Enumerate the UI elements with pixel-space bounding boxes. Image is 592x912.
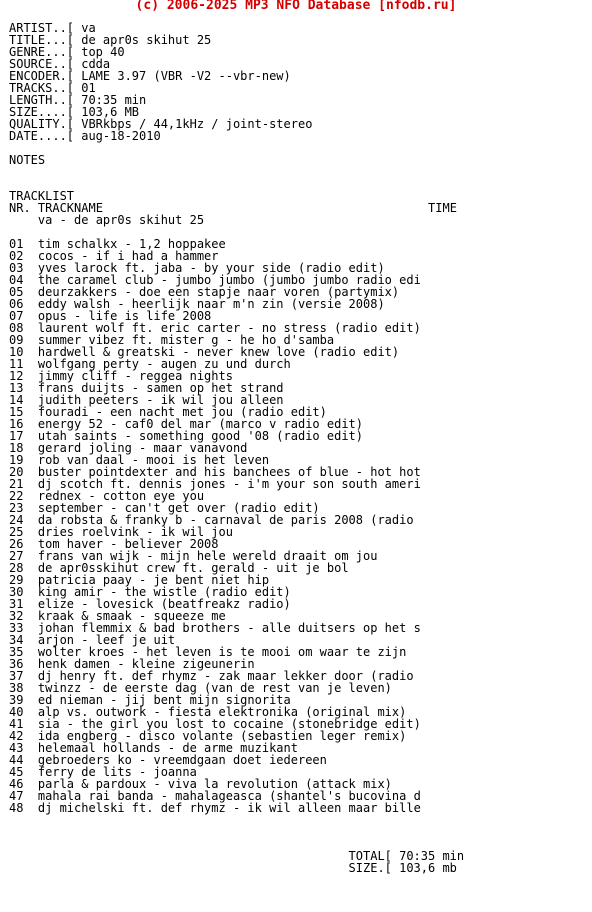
- info-row: [9, 46, 464, 58]
- track-number: 09: [9, 333, 24, 347]
- track-number: 41: [9, 717, 24, 731]
- track-name: gerard joling - maar vanavond: [37, 441, 248, 455]
- info-row: [9, 70, 464, 82]
- info-value: 103,6 MB: [81, 105, 140, 119]
- track-name: yves larock ft. jaba - by your side (radio edit): [37, 261, 385, 275]
- info-label: DATE....[: [9, 129, 75, 143]
- track-name: eddy walsh - heerlijk naar m'n zin (versie 2008): [37, 297, 385, 311]
- footer-row: [9, 862, 464, 874]
- track-number: 48: [9, 801, 24, 815]
- track-number: 43: [9, 741, 24, 755]
- track-name: parla & pardoux - viva la revolution (attack mix): [37, 777, 392, 791]
- track-name: elize - lovesick (beatfreakz radio): [37, 597, 291, 611]
- info-value: aug-18-2010: [81, 129, 161, 143]
- track-number: 29: [9, 573, 24, 587]
- info-value: 01: [81, 81, 96, 95]
- info-value: va: [81, 21, 96, 35]
- track-name: johan flemmix & bad brothers - alle duitsers op het s: [37, 621, 421, 635]
- track-name: rob van daal - mooi is het leven: [37, 453, 270, 467]
- info-row: [9, 82, 464, 94]
- info-value: 70:35 min: [81, 93, 147, 107]
- track-number: 42: [9, 729, 24, 743]
- track-number: 24: [9, 513, 24, 527]
- info-row: [9, 34, 464, 46]
- nfo-text-body: [9, 22, 464, 874]
- blank-line: [9, 814, 464, 826]
- track-name: cocos - if i had a hammer: [37, 249, 219, 263]
- track-name: sia - the girl you lost to cocaine (stonebridge edit): [37, 717, 421, 731]
- track-number: 33: [9, 621, 24, 635]
- track-number: 08: [9, 321, 24, 335]
- blank-line: [9, 838, 464, 850]
- track-number: 15: [9, 405, 24, 419]
- track-number: 38: [9, 681, 24, 695]
- track-name: twinzz - de eerste dag (van de rest van je leven): [37, 681, 392, 695]
- track-number: 32: [9, 609, 24, 623]
- track-number: 11: [9, 357, 24, 371]
- track-name: kraak & smaak - squeeze me: [37, 609, 226, 623]
- blank-line: [9, 142, 464, 154]
- track-name: september - can't get over (radio edit): [37, 501, 320, 515]
- notes-heading-text: NOTES: [9, 153, 46, 167]
- track-name: hardwell & greatski - never knew love (radio edit): [37, 345, 400, 359]
- track-number: 12: [9, 369, 24, 383]
- track-name: ed nieman - jij bent mijn signorita: [37, 693, 291, 707]
- track-name: patricia paay - je bent niet hip: [37, 573, 270, 587]
- track-number: 05: [9, 285, 24, 299]
- track-number: 40: [9, 705, 24, 719]
- track-name: ferry de lits - joanna: [37, 765, 197, 779]
- track-name: de apr0sskihut crew ft. gerald - uit je bol: [37, 561, 349, 575]
- track-name: energy 52 - caf0 del mar (marco v radio edit): [37, 417, 363, 431]
- track-number: 19: [9, 453, 24, 467]
- track-name: ida engberg - disco volante (sebastien leger remix): [37, 729, 407, 743]
- info-label: SIZE....[: [9, 105, 75, 119]
- info-row: [9, 118, 464, 130]
- blank-line: [9, 826, 464, 838]
- track-number: 44: [9, 753, 24, 767]
- track-name: buster pointdexter and his banchees of blue - hot hot: [37, 465, 421, 479]
- info-row: [9, 130, 464, 142]
- info-label: SOURCE..[: [9, 57, 75, 71]
- track-name: dj henry ft. def rhymz - zak maar lekker door (radio: [37, 669, 414, 683]
- info-label: ARTIST..[: [9, 21, 75, 35]
- track-number: 02: [9, 249, 24, 263]
- info-value: top 40: [81, 45, 125, 59]
- blank-line: [9, 178, 464, 190]
- track-name: helemaal hollands - de arme muzikant: [37, 741, 298, 755]
- footer-label: SIZE.[: [348, 861, 392, 875]
- info-label: TRACKS..[: [9, 81, 75, 95]
- track-name: wolter kroes - het leven is te mooi om waar te zijn: [37, 645, 407, 659]
- info-label: TITLE...[: [9, 33, 75, 47]
- info-row: [9, 22, 464, 34]
- footer-value: 103,6 mb: [399, 861, 457, 875]
- track-number: 07: [9, 309, 24, 323]
- track-number: 47: [9, 789, 24, 803]
- track-number: 21: [9, 477, 24, 491]
- info-value: de apr0s skihut 25: [81, 33, 212, 47]
- track-name: arjon - leef je uit: [37, 633, 176, 647]
- track-name: henk damen - kleine zigeunerin: [37, 657, 255, 671]
- track-name: summer vibez ft. mister g - he ho d'samba: [37, 333, 335, 347]
- track-number: 10: [9, 345, 24, 359]
- notes-heading: [9, 154, 464, 166]
- track-number: 31: [9, 597, 24, 611]
- track-number: 17: [9, 429, 24, 443]
- track-number: 28: [9, 561, 24, 575]
- track-number: 25: [9, 525, 24, 539]
- track-number: 16: [9, 417, 24, 431]
- album-line: [9, 214, 464, 226]
- track-number: 03: [9, 261, 24, 275]
- track-name: rednex - cotton eye you: [37, 489, 205, 503]
- track-name: dj michelski ft. def rhymz - ik wil alleen maar bille: [37, 801, 421, 815]
- track-name: dries roelvink - ik wil jou: [37, 525, 233, 539]
- track-number: 22: [9, 489, 24, 503]
- track-name: king amir - the wistle (radio edit): [37, 585, 291, 599]
- track-name: mahala rai banda - mahalageasca (shantel's bucovina d: [37, 789, 421, 803]
- column-time: TIME: [428, 201, 457, 215]
- track-name: fouradi - een nacht met jou (radio edit): [37, 405, 327, 419]
- track-number: 18: [9, 441, 24, 455]
- track-number: 13: [9, 381, 24, 395]
- track-number: 30: [9, 585, 24, 599]
- track-number: 26: [9, 537, 24, 551]
- track-number: 45: [9, 765, 24, 779]
- tracklist-heading-text: TRACKLIST: [9, 189, 75, 203]
- track-number: 39: [9, 693, 24, 707]
- track-name: tom haver - believer 2008: [37, 537, 219, 551]
- track-name: tim schalkx - 1,2 hoppakee: [37, 237, 226, 251]
- track-number: 01: [9, 237, 24, 251]
- track-name: laurent wolf ft. eric carter - no stress (radio edit): [37, 321, 421, 335]
- track-number: 14: [9, 393, 24, 407]
- track-name: da robsta & franky b - carnaval de paris 2008 (radio: [37, 513, 414, 527]
- info-row: [9, 94, 464, 106]
- footer-value: 70:35 min: [399, 849, 465, 863]
- info-label: GENRE...[: [9, 45, 75, 59]
- track-name: judith peeters - ik wil jou alleen: [37, 393, 284, 407]
- track-number: 06: [9, 297, 24, 311]
- track-number: 36: [9, 657, 24, 671]
- nfodb-copyright-banner: (c) 2006-2025 MP3 NFO Database [nfodb.ru]: [135, 0, 457, 13]
- track-name: opus - life is life 2008: [37, 309, 212, 323]
- blank-line: [9, 166, 464, 178]
- info-label: LENGTH..[: [9, 93, 75, 107]
- track-name: deurzakkers - doe een stapje naar voren (partymix): [37, 285, 400, 299]
- track-number: 20: [9, 465, 24, 479]
- track-name: gebroeders ko - vreemdgaan doet iedereen: [37, 753, 327, 767]
- column-nr: NR.: [9, 201, 31, 215]
- footer-row: [9, 850, 464, 862]
- track-name: alp vs. outwork - fiesta elektronika (original mix): [37, 705, 407, 719]
- info-label: ENCODER.[: [9, 69, 75, 83]
- track-name: frans van wijk - mijn hele wereld draait om jou: [37, 549, 378, 563]
- track-name: wolfgang perty - augen zu und durch: [37, 357, 291, 371]
- track-name: the caramel club - jumbo jumbo (jumbo jumbo radio edi: [37, 273, 421, 287]
- track-number: 37: [9, 669, 24, 683]
- info-value: VBRkbps / 44,1kHz / joint-stereo: [81, 117, 313, 131]
- track-name: jimmy cliff - reggea nights: [37, 369, 233, 383]
- track-number: 04: [9, 273, 24, 287]
- column-trackname: TRACKNAME: [37, 201, 103, 215]
- track-number: 27: [9, 549, 24, 563]
- track-row: [9, 802, 464, 814]
- album-line-text: va - de apr0s skihut 25: [37, 213, 205, 227]
- track-number: 46: [9, 777, 24, 791]
- track-number: 23: [9, 501, 24, 515]
- track-number: 34: [9, 633, 24, 647]
- info-label: QUALITY.[: [9, 117, 75, 131]
- footer-label: TOTAL[: [348, 849, 392, 863]
- track-name: utah saints - something good '08 (radio edit): [37, 429, 363, 443]
- track-number: 35: [9, 645, 24, 659]
- track-name: frans duijts - samen op het strand: [37, 381, 284, 395]
- track-name: dj scotch ft. dennis jones - i'm your son south ameri: [37, 477, 421, 491]
- info-value: cdda: [81, 57, 111, 71]
- info-value: LAME 3.97 (VBR -V2 --vbr-new): [81, 69, 291, 83]
